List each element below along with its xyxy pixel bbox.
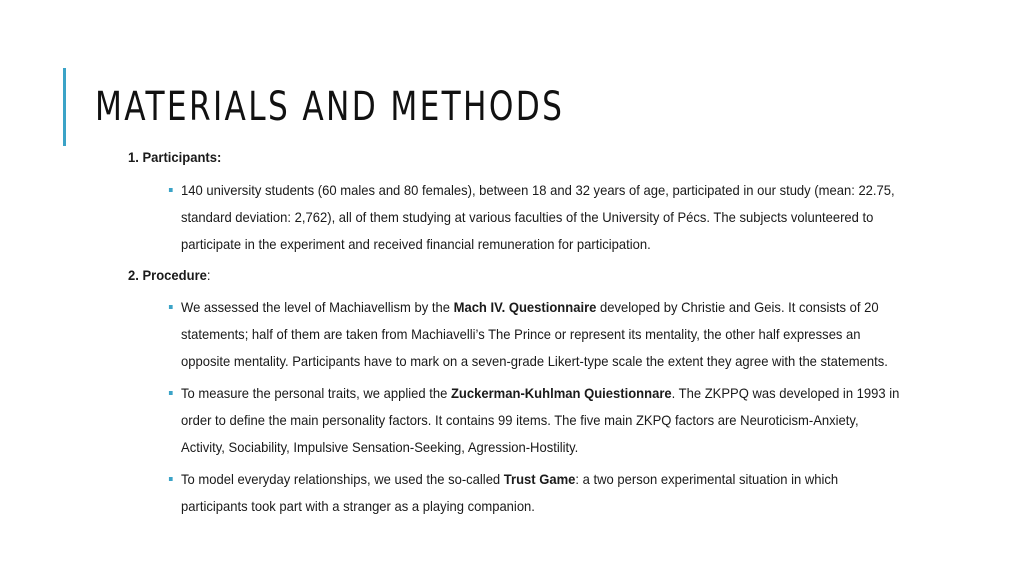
procedure-heading-colon: : <box>206 267 211 283</box>
procedure-bullet-zkpq <box>181 380 900 461</box>
participants-list <box>128 177 900 258</box>
title-accent-bar <box>63 68 66 146</box>
procedure-bullet-bold-term: Trust Game <box>503 471 576 487</box>
procedure-bullet-text: To measure the personal traits, we applied the <box>181 385 451 401</box>
procedure-bullet-text: . The ZKPPQ was developed in 1993 in order to define the main personality factors. It contains 99 items. The five main ZKPQ factors are Neuroticism-Anxiety, Activity, Sociability, Impulsive Sensation-Seeking, Agression-Hostility. <box>181 385 900 455</box>
participants-heading-text: 1. Participants: <box>128 149 222 165</box>
procedure-heading-text: 2. Procedure <box>128 267 207 283</box>
bullet-square-icon <box>169 391 173 395</box>
procedure-bullet-text: To model everyday relationships, we used the so-called <box>181 471 504 487</box>
procedure-bullet-text: We assessed the level of Machiavellism by the <box>181 299 454 315</box>
procedure-bullet-trust-game <box>181 466 900 520</box>
procedure-bullet-bold-term: Mach IV. Questionnaire <box>453 299 597 315</box>
slide-content <box>128 144 900 520</box>
participants-heading <box>128 144 900 171</box>
bullet-square-icon <box>169 188 173 192</box>
procedure-bullet-bold-term: Zuckerman-Kuhlman Quiestionnare <box>450 385 672 401</box>
procedure-bullet-text: : a two person experimental situation in which participants took part with a stranger as a playing companion. <box>181 471 839 514</box>
procedure-heading <box>128 262 900 289</box>
procedure-bullet-text: developed by Christie and Geis. It consists of 20 statements; half of them are taken from Machiavelli’s The Prince or represent its mentality, the other half expresses an opposite mentality. Participants have to mark on a seven-grade Likert-type scale the extent they agree with the statements. <box>181 299 888 369</box>
procedure-bullet-mach <box>181 294 900 375</box>
participants-bullet <box>181 177 900 258</box>
slide-title: MATERIALS AND METHODS <box>95 84 565 130</box>
bullet-square-icon <box>169 477 173 481</box>
procedure-list <box>128 294 900 520</box>
bullet-square-icon <box>169 305 173 309</box>
participants-bullet-text: 140 university students (60 males and 80 females), between 18 and 32 years of age, participated in our study (mean: 22.75, standard deviation: 2,762), all of them studying at various faculties of the University of Pécs. The subjects volunteered to participate in the experiment and received financial remuneration for participation. <box>181 182 895 252</box>
